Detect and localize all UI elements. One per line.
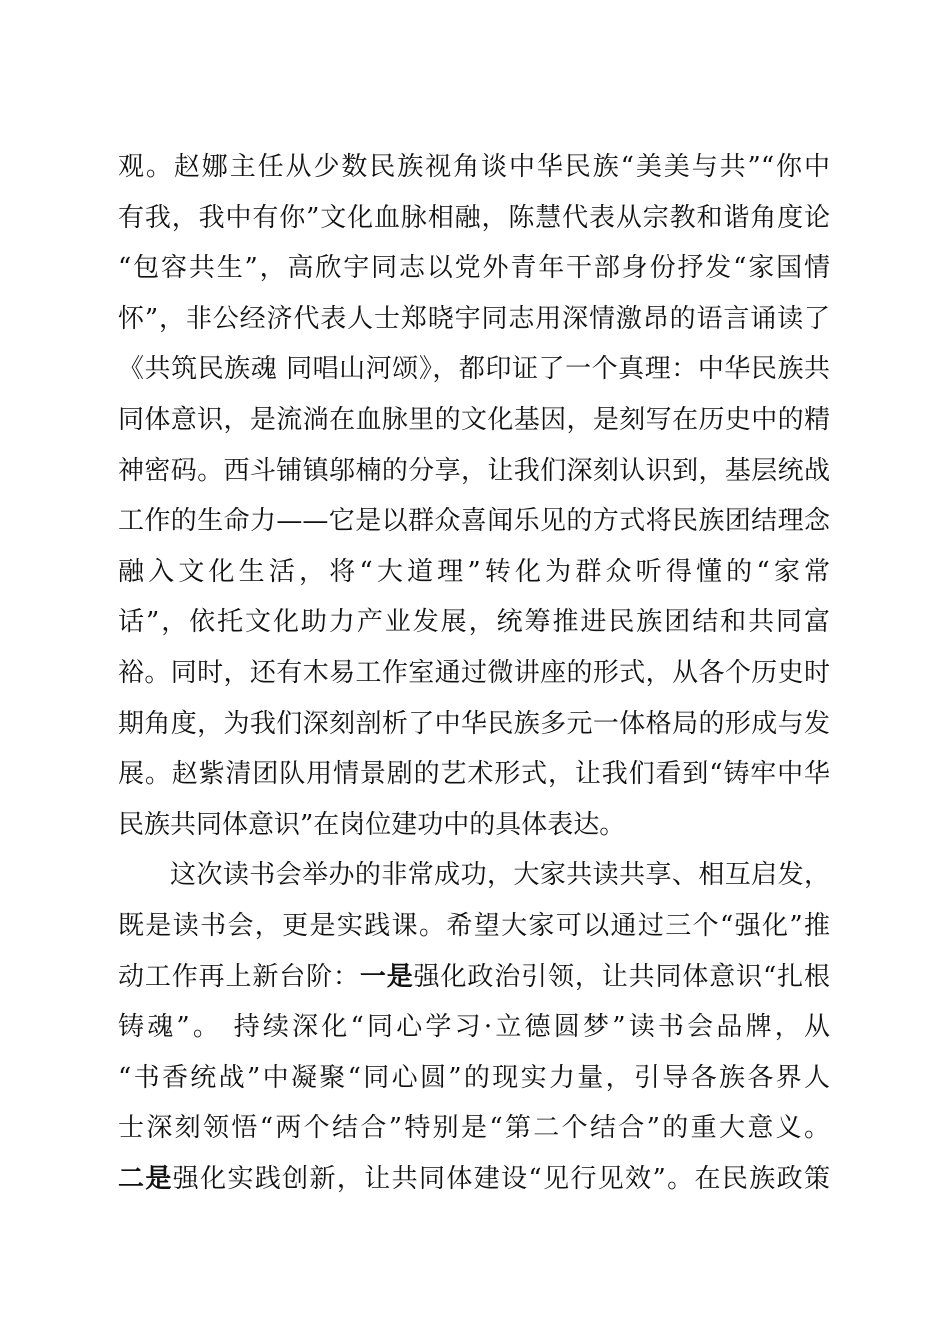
text-segment: 强化政治引领，让共同体意识“扎根	[413, 961, 830, 992]
bold-marker-second: 二是	[118, 1163, 173, 1194]
text-line: 既是读书会，更是实践课。希望大家可以通过三个“强化”推	[118, 910, 830, 941]
text-line: 这次读书会举办的非常成功，大家共读共享、相互启发，	[170, 860, 830, 891]
text-segment: 强化实践创新，让共同体建设“见行见效”。在民族政策	[172, 1163, 830, 1194]
text-line: 《共筑民族魂 同唱山河颂》，都印证了一个真理：中华民族共	[118, 354, 830, 385]
text-line: 民族共同体意识”在岗位建功中的具体表达。	[118, 809, 626, 840]
text-line: 裕。同时，还有木易工作室通过微讲座的形式，从各个历史时	[118, 657, 830, 688]
paragraph-1	[118, 142, 830, 850]
text-line: 观。赵娜主任从少数民族视角谈中华民族“美美与共”“你中	[118, 152, 830, 182]
text-line: 士深刻领悟“两个结合”特别是“第二个结合”的重大意义。	[118, 1113, 830, 1144]
text-line: 期角度，为我们深刻剖析了中华民族多元一体格局的形成与发	[118, 708, 830, 739]
text-line	[118, 952, 830, 1003]
text-line: 同体意识，是流淌在血脉里的文化基因，是刻写在历史中的精	[118, 404, 830, 435]
text-line: “包容共生”，高欣宇同志以党外青年干部身份抒发“家国情	[118, 253, 830, 284]
bold-marker-first: 一是	[359, 961, 414, 992]
body-text	[118, 142, 830, 1204]
text-line: 有我，我中有你”文化血脉相融，陈慧代表从宗教和谐角度论	[118, 202, 830, 233]
text-line: “书香统战”中凝聚“同心圆”的现实力量，引导各族各界人	[118, 1062, 830, 1093]
text-segment: 动工作再上新台阶：	[118, 961, 360, 992]
paragraph-2	[118, 850, 830, 1204]
text-line: 展。赵紫清团队用情景剧的艺术形式，让我们看到“铸牢中华	[118, 759, 830, 790]
text-line: 铸魂”。 持续深化“同心学习·立德圆梦”读书会品牌，从	[118, 1012, 830, 1043]
text-line: 怀”，非公经济代表人士郑晓宇同志用深情激昂的语言诵读了	[118, 303, 830, 334]
text-line: 神密码。西斗铺镇邬楠的分享，让我们深刻认识到，基层统战	[118, 455, 830, 486]
text-line	[118, 1154, 830, 1205]
text-line: 融入文化生活，将“大道理”转化为群众听得懂的“家常	[118, 556, 830, 587]
text-line: 工作的生命力——它是以群众喜闻乐见的方式将民族团结理念	[118, 506, 830, 537]
text-line: 话”，依托文化助力产业发展，统筹推进民族团结和共同富	[118, 607, 830, 638]
